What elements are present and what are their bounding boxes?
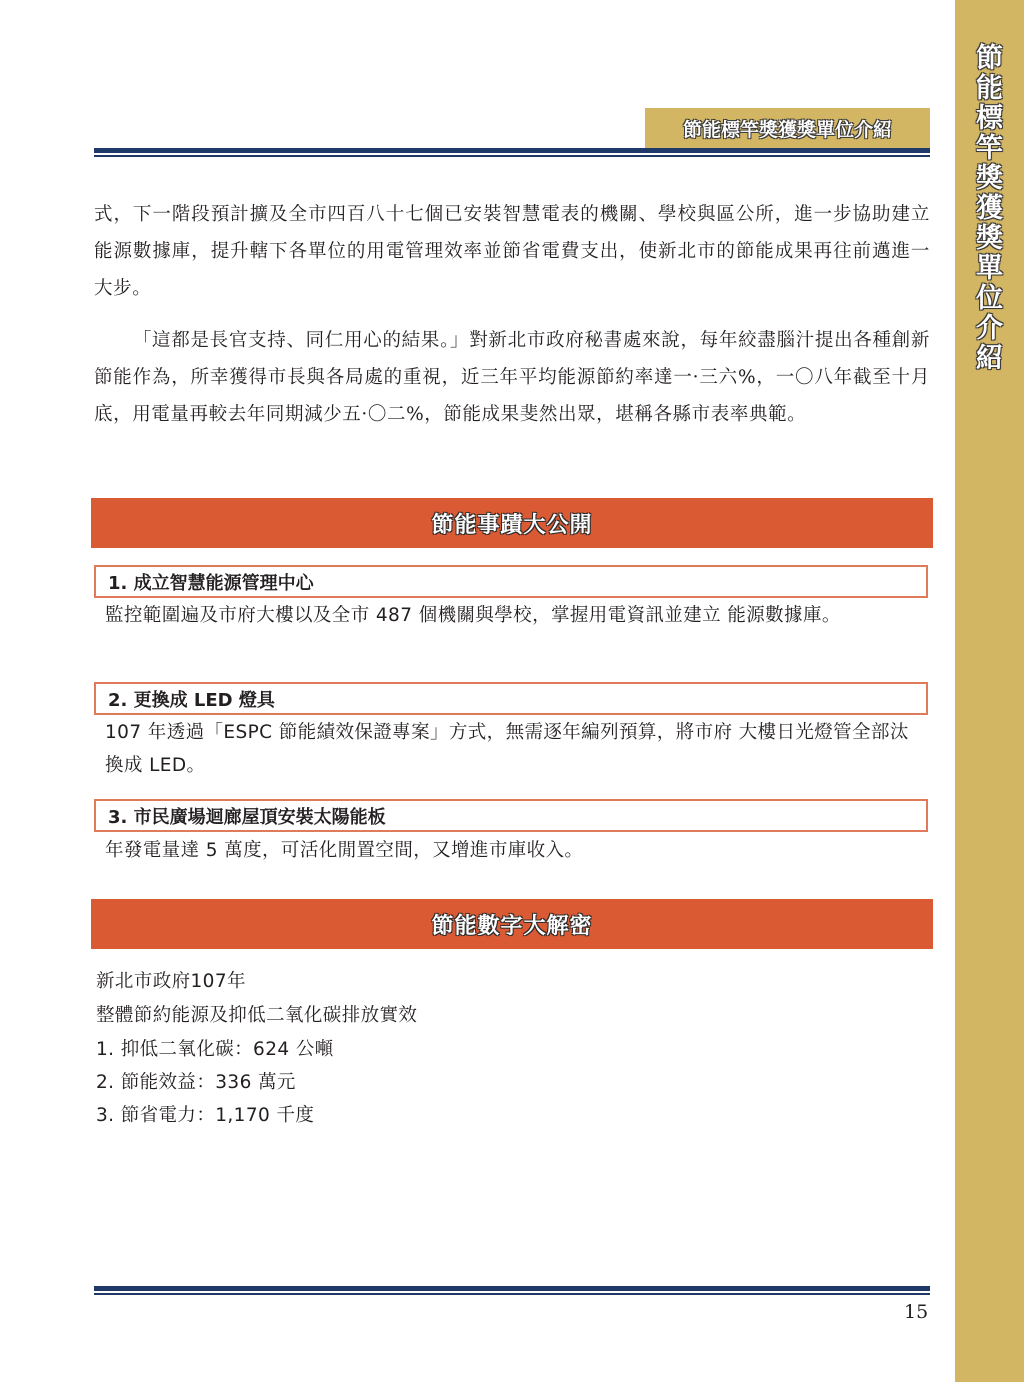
header-rule-thick xyxy=(94,148,930,153)
section-banner-numbers: 節能數字大解密 xyxy=(91,899,933,949)
footer-rule-thin xyxy=(94,1293,930,1295)
footer-rule-thick xyxy=(94,1286,930,1291)
side-title-char: 單 xyxy=(976,253,1003,284)
item-description: 年發電量達 5 萬度，可活化閒置空間，又增進市庫收入。 xyxy=(105,840,584,861)
side-band xyxy=(955,0,1024,1382)
stat-entry: 3. 節省電力：1,170 千度 xyxy=(96,1105,315,1126)
item-description: 監控範圍遍及市府大樓以及全市 487 個機關與學校，掌握用電資訊並建立 能源數據庫。 xyxy=(105,605,841,626)
header-tag: 節能標竿獎獲獎單位介紹 xyxy=(645,108,930,148)
side-title-char: 位 xyxy=(976,283,1003,314)
side-title-char: 獲 xyxy=(976,193,1003,224)
side-title-char: 能 xyxy=(976,73,1003,104)
side-title-char: 獎 xyxy=(976,223,1003,254)
side-title-char: 節 xyxy=(976,43,1003,74)
side-title-char: 紹 xyxy=(976,343,1003,374)
section-banner-achievements: 節能事蹟大公開 xyxy=(91,498,933,548)
side-title xyxy=(955,44,1024,374)
side-title-char: 竿 xyxy=(976,133,1003,164)
item-title-box: 3. 市民廣場迴廊屋頂安裝太陽能板 xyxy=(94,799,928,832)
side-title-char: 介 xyxy=(976,313,1003,344)
item-description: 107 年透過「ESPC 節能績效保證專案」方式，無需逐年編列預算，將市府 大樓日光燈管全部汰換成 LED。 xyxy=(105,722,909,776)
stats-heading: 新北市政府107年 xyxy=(96,971,246,992)
page-number: 15 xyxy=(904,1301,929,1323)
item-title-box: 2. 更換成 LED 燈具 xyxy=(94,682,928,715)
side-title-char: 標 xyxy=(976,103,1003,134)
stat-entry: 1. 抑低二氧化碳：624 公噸 xyxy=(96,1039,334,1060)
stat-entry: 2. 節能效益：336 萬元 xyxy=(96,1072,296,1093)
header-rule-thin xyxy=(94,155,930,157)
item-title-box: 1. 成立智慧能源管理中心 xyxy=(94,565,928,598)
paragraph-1: 式，下一階段預計擴及全市四百八十七個已安裝智慧電表的機關、學校與區公所，進一步協助建立能源數據庫，提升轄下各單位的用電管理效率並節省電費支出，使新北市的節能成果再往前邁進一大步。 xyxy=(94,204,930,299)
stats-subheading: 整體節約能源及抑低二氧化碳排放實效 xyxy=(96,1005,418,1026)
paragraph-2: 「這都是長官支持、同仁用心的結果。」對新北市政府秘書處來說，每年絞盡腦汁提出各種創新節能作為，所幸獲得市長與各局處的重視，近三年平均能源節約率達一·三六%，一〇八年截至十月底，用電量再較去年同期減少五·〇二%，節能成果斐然出眾，堪稱各縣市表率典範。 xyxy=(94,330,930,425)
side-title-char: 獎 xyxy=(976,163,1003,194)
